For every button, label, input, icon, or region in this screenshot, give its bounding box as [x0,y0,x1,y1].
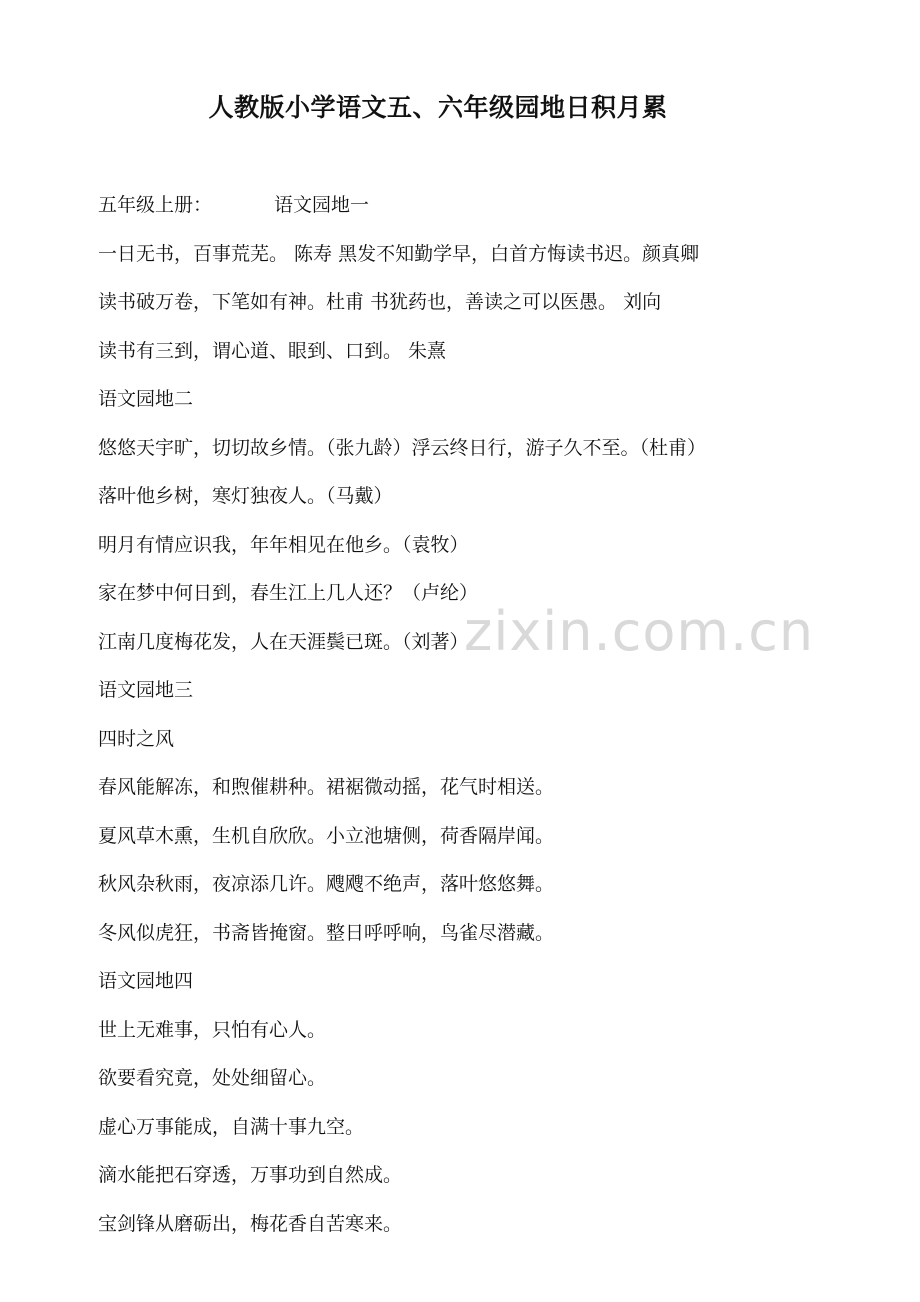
text-line: 欲要看究竟，处处细留心。 [98,1067,327,1089]
section-heading: 语文园地四 [98,970,194,992]
text-body [98,188,878,1255]
text-line [98,188,878,237]
page-title: 人教版小学语文五、六年级园地日积月累 [208,93,668,122]
text-line: 夏风草木熏，生机自欣欣。小立池塘侧，荷香隔岸闻。 [98,824,555,847]
text-line: 一日无书，百事荒芜。 陈寿 黑发不知勤学早，白首方悔读书迟。颜真卿 [98,242,700,265]
text-line: 读书有三到，谓心道、眼到、口到。 朱熹 [98,339,447,362]
text-line: 悠悠天宇旷，切切故乡情。（张九龄）浮云终日行，游子久不至。（杜甫） [98,436,707,459]
text-line: 读书破万卷，下笔如有神。杜甫 书犹药也，善读之可以医愚。 刘向 [98,291,662,313]
section-heading: 语文园地一 [274,194,370,216]
grade-label: 五年级上册： [98,194,213,216]
text-line: 江南几度梅花发，人在天涯鬓已斑。（刘著） [98,630,469,653]
text-line: 滴水能把石穿透，万事功到自然成。 [98,1164,403,1186]
text-line: 春风能解冻，和煦催耕种。裙裾微动摇，花气时相送。 [98,776,555,798]
watermark: zixin.com.cn [464,600,815,663]
text-line: 宝剑锋从磨砺出，梅花香自苦寒来。 [98,1212,403,1235]
text-line: 落叶他乡树，寒灯独夜人。（马戴） [98,485,393,507]
poem-title: 四时之风 [98,727,175,750]
text-line: 家在梦中何日到，春生江上几人还？（卢纶） [98,582,479,604]
text-line: 明月有情应识我，年年相见在他乡。（袁牧） [98,533,469,556]
text-line: 虚心万事能成，自满十事九空。 [98,1115,365,1138]
section-heading: 语文园地三 [98,679,194,701]
text-line: 秋风杂秋雨，夜凉添几许。飕飕不绝声，落叶悠悠舞。 [98,873,555,895]
section-heading: 语文园地二 [98,388,194,410]
text-line: 世上无难事，只怕有心人。 [98,1018,327,1041]
text-line: 冬风似虎狂，书斋皆掩窗。整日呼呼响，鸟雀尽潜藏。 [98,921,555,944]
